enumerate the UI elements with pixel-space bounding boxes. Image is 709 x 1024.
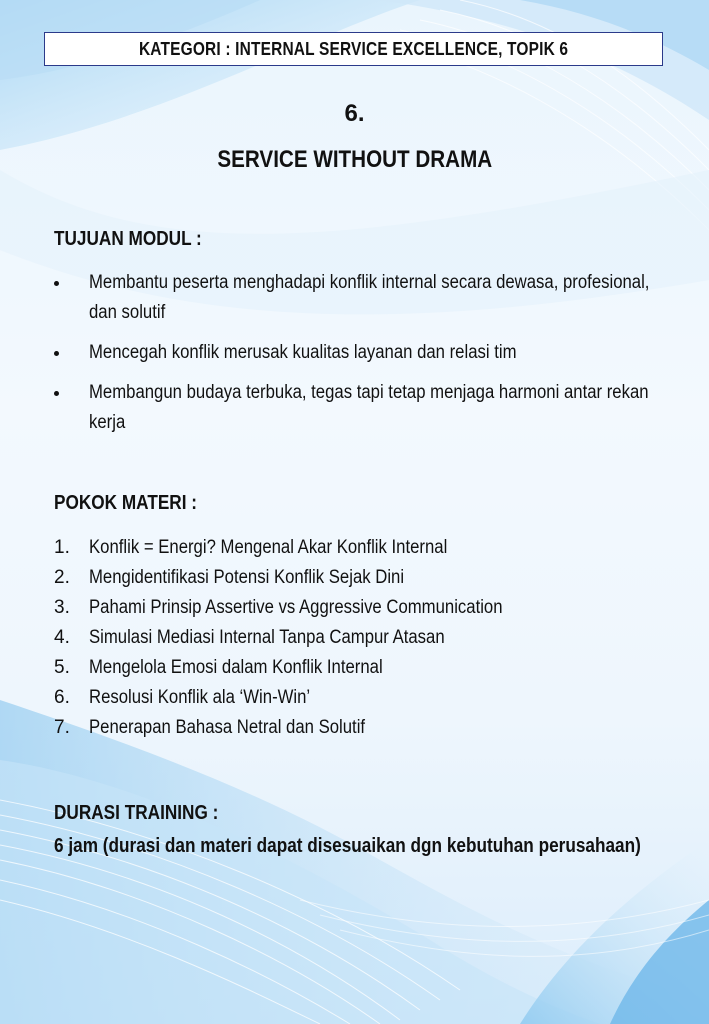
topics-list: [54, 533, 674, 743]
duration-text: 6 jam (durasi dan materi dapat disesuaikan dgn kebutuhan perusahaan): [54, 835, 641, 857]
bullet-icon: [54, 281, 59, 286]
duration-text-block: [54, 832, 641, 860]
list-item: Mencegah konflik merusak kualitas layanan dan relasi tim: [54, 338, 654, 368]
topics-heading: POKOK MATERI :: [54, 492, 198, 514]
list-item: Membantu peserta menghadapi konflik internal secara dewasa, profesional, dan solutif: [54, 268, 654, 328]
objectives-list: [54, 268, 654, 448]
category-label: KATEGORI : INTERNAL SERVICE EXCELLENCE, TOPIK 6: [138, 38, 569, 59]
module-title-text: SERVICE WITHOUT DRAMA: [217, 146, 492, 173]
module-number: 6.: [344, 100, 365, 127]
bullet-icon: [54, 351, 59, 356]
category-header-box: [44, 32, 663, 66]
list-item: 1. Konflik = Energi? Mengenal Akar Konflik Internal: [54, 537, 448, 558]
list-item: 7. Penerapan Bahasa Netral dan Solutif: [54, 717, 366, 738]
list-item: 6. Resolusi Konflik ala ‘Win-Win’: [54, 687, 311, 708]
bullet-icon: [54, 391, 59, 396]
list-item: 4. Simulasi Mediasi Internal Tanpa Campur Atasan: [54, 627, 445, 648]
list-item: Membangun budaya terbuka, tegas tapi tetap menjaga harmoni antar rekan kerja: [54, 378, 654, 438]
module-title: [0, 146, 709, 174]
list-item: 2. Mengidentifikasi Potensi Konflik Sejak Dini: [54, 567, 405, 588]
duration-heading: DURASI TRAINING :: [54, 802, 219, 824]
objectives-heading: TUJUAN MODUL :: [54, 228, 202, 250]
list-item: 5. Mengelola Emosi dalam Konflik Internal: [54, 657, 383, 678]
list-item: 3. Pahami Prinsip Assertive vs Aggressive Communication: [54, 597, 503, 618]
